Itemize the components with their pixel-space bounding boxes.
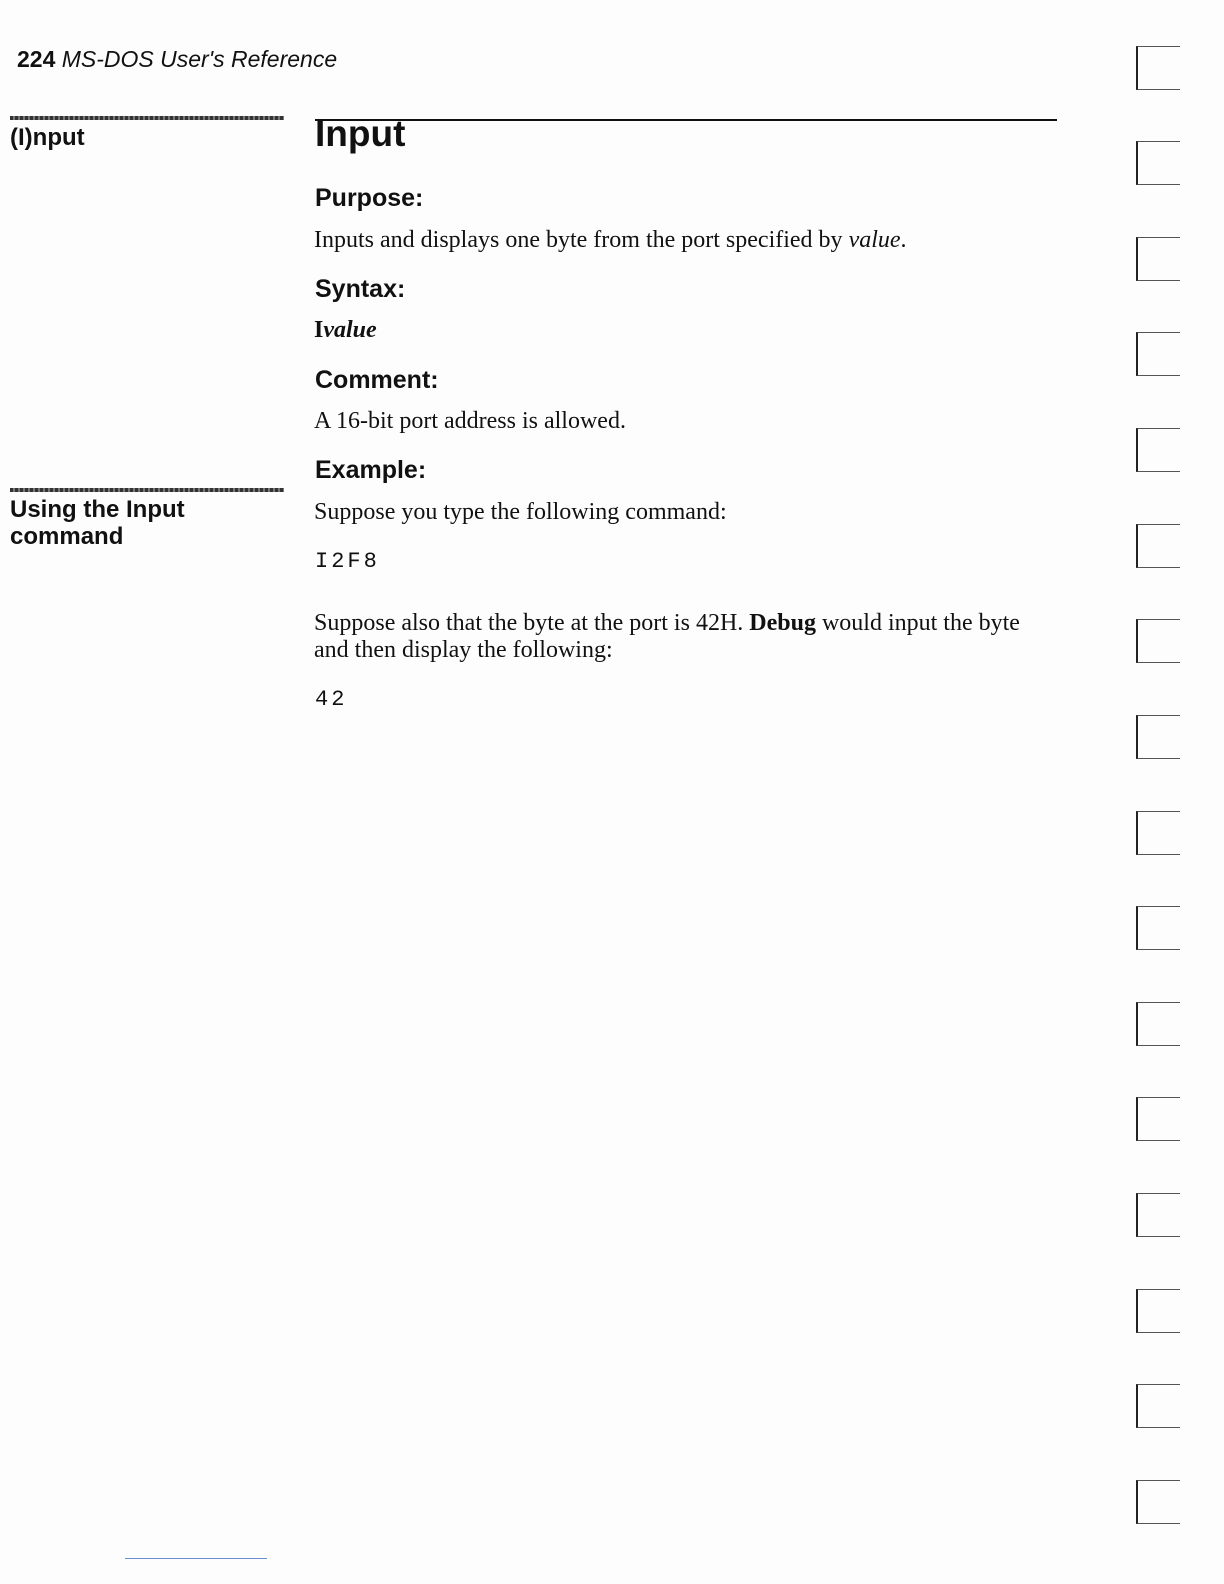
purpose-heading: Purpose: (315, 184, 424, 212)
binder-tab (1136, 524, 1180, 568)
binder-tab (1136, 1002, 1180, 1046)
binder-tab (1136, 1289, 1180, 1333)
syntax-text (314, 317, 1054, 344)
binder-tab (1136, 715, 1180, 759)
sidebar-usage-label-line1: Using the Input (10, 496, 185, 523)
sidebar-usage-label-line2: command (10, 523, 124, 550)
binder-tab (1136, 141, 1180, 185)
purpose-end: . (900, 227, 907, 253)
example-command: I2F8 (315, 549, 380, 574)
example-output: 42 (315, 687, 348, 712)
example-heading: Example: (315, 456, 427, 484)
binder-tab (1136, 811, 1180, 855)
binder-tab (1136, 906, 1180, 950)
example-followup-before: Suppose also that the byte at the port is 42H. (314, 610, 750, 636)
example-followup-after: would input the byte and then display the following: (314, 610, 1020, 663)
title-rule (315, 119, 1057, 121)
page-title: Input (315, 113, 406, 154)
binder-tab (1136, 237, 1180, 281)
syntax-heading: Syntax: (315, 275, 406, 303)
book-title: MS-DOS User's Reference (61, 46, 338, 72)
binder-tab (1136, 1097, 1180, 1141)
binder-tab (1136, 1384, 1180, 1428)
debug-term: Debug (749, 610, 816, 636)
comment-heading: Comment: (315, 366, 439, 394)
running-header (17, 46, 337, 73)
binder-tab (1136, 428, 1180, 472)
sidebar-rule-usage (10, 488, 284, 492)
sidebar-rule-top (10, 116, 284, 120)
purpose-param: value (848, 227, 901, 253)
binder-tab (1136, 619, 1180, 663)
binder-tab (1136, 1480, 1180, 1524)
syntax-param: value (323, 317, 377, 343)
page-number: 224 (17, 46, 56, 72)
example-followup (314, 610, 1054, 664)
binder-tab (1136, 46, 1180, 90)
syntax-letter: I (314, 317, 324, 343)
example-intro: Suppose you type the following command: (314, 499, 727, 525)
binder-tab (1136, 332, 1180, 376)
footer-line (125, 1558, 267, 1559)
sidebar-command-label: (I)nput (10, 124, 85, 151)
purpose-sentence: Inputs and displays one byte from the port specified by (314, 227, 849, 253)
purpose-text (314, 227, 1054, 254)
binder-tab (1136, 1193, 1180, 1237)
comment-text: A 16-bit port address is allowed. (314, 408, 626, 434)
sidebar-usage-label (10, 496, 185, 550)
